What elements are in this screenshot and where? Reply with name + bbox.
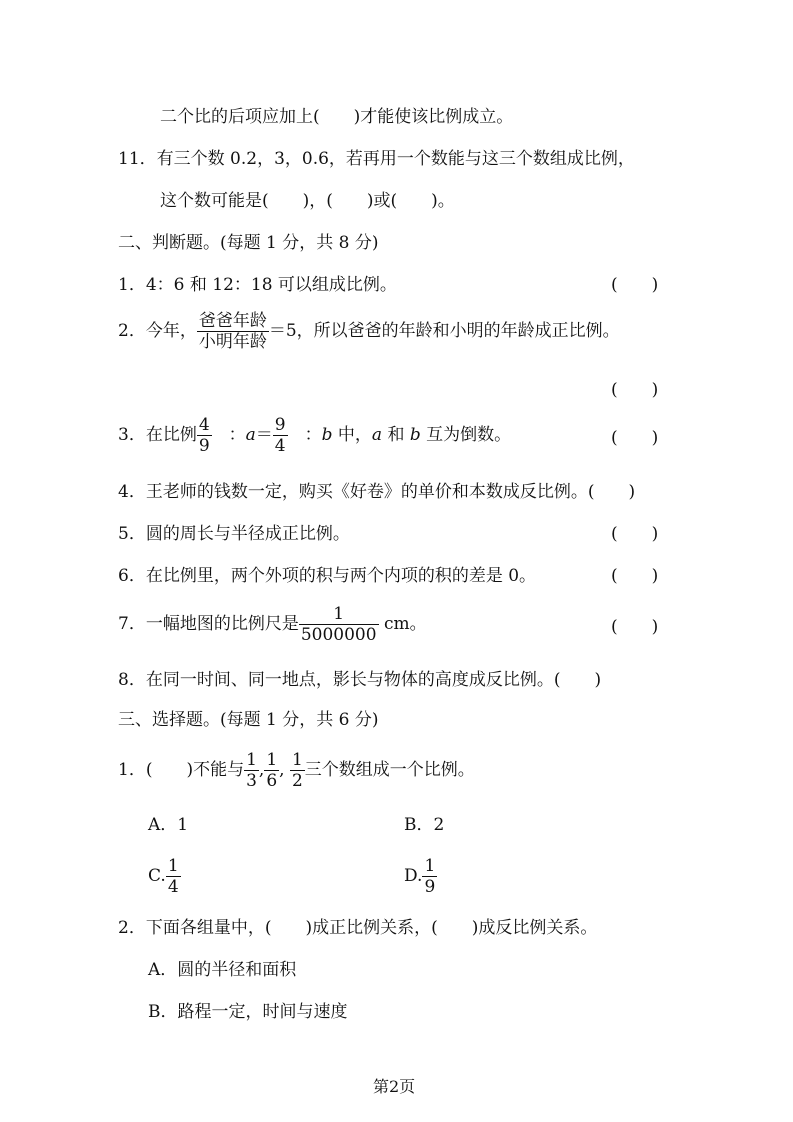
- judge-q3-and: 和: [382, 425, 410, 445]
- q11-line1: [118, 149, 635, 169]
- choice-q1-f3-num: 1: [291, 750, 303, 770]
- choice-q1-option-d: [404, 857, 437, 896]
- judge-q3-f2-den: 4: [274, 436, 286, 456]
- judge-q3-equals: ＝: [255, 425, 273, 445]
- judge-q7: [118, 605, 427, 644]
- judge-q3-var-b2: b: [409, 425, 421, 445]
- judge-q3-answer-blank: ( ): [611, 428, 659, 448]
- judge-q7-den: 5000000: [300, 625, 377, 645]
- option-d-num: 1: [424, 856, 436, 876]
- judge-q2-fraction: [197, 312, 269, 351]
- judge-q1: 1．4：6 和 12：18 可以组成比例。: [118, 275, 397, 295]
- judge-q3-post: 互为倒数。: [420, 425, 512, 445]
- choice-q1-f2-den: 6: [266, 771, 278, 791]
- judge-q2: [118, 312, 620, 351]
- judge-q3-var-a2: a: [371, 425, 383, 445]
- choice-q1-f1-den: 3: [246, 771, 257, 791]
- q11-line2: 这个数可能是( )，( )或( )。: [160, 191, 455, 211]
- section3-heading: 三、选择题。(每题 1 分，共 6 分): [118, 710, 379, 730]
- choice-q1-comma1: ,: [258, 760, 265, 780]
- judge-q2-numerator: 爸爸年龄: [198, 311, 267, 331]
- judge-q1-answer-blank: ( ): [611, 275, 659, 295]
- choice-q1-option-a: A．1: [148, 815, 189, 835]
- q11-text: 有三个数 0.2，3，0.6，若再用一个数能与这三个数组成比例，: [156, 149, 635, 169]
- judge-q3-f1-num: 4: [198, 415, 210, 435]
- choice-q1-fraction3: [290, 751, 305, 790]
- choice-q1-option-c: [148, 857, 181, 896]
- judge-q3-fraction2: [273, 416, 288, 455]
- option-c-label: C.: [148, 866, 166, 886]
- judge-q3-mid: 中，: [332, 425, 372, 445]
- q10-continuation: 二个比的后项应加上( )才能使该比例成立。: [160, 107, 514, 127]
- option-d-fraction: [422, 857, 437, 896]
- choice-q1: [118, 751, 475, 790]
- option-d-label: D.: [404, 866, 423, 886]
- judge-q7-answer-blank: ( ): [611, 617, 659, 637]
- judge-q2-denominator: 小明年龄: [198, 332, 267, 352]
- choice-q1-fraction1: [244, 751, 259, 790]
- judge-q3-var-a: a: [245, 425, 256, 445]
- judge-q5-answer-blank: ( ): [611, 524, 659, 544]
- judge-q4: 4．王老师的钱数一定，购买《好卷》的单价和本数成反比例。( ): [118, 482, 636, 502]
- q11-number: 11．: [118, 149, 157, 169]
- choice-q2-option-a: A．圆的半径和面积: [148, 960, 297, 980]
- choice-q2-option-b: B．路程一定，时间与速度: [148, 1002, 348, 1022]
- choice-q1-comma2: ,: [279, 760, 290, 780]
- judge-q3-pre: 3．在比例: [118, 425, 197, 445]
- choice-q1-f3-den: 2: [291, 771, 303, 791]
- judge-q3-f2-num: 9: [274, 415, 286, 435]
- judge-q5: 5．圆的周长与半径成正比例。: [118, 524, 350, 544]
- choice-q1-option-b: B．2: [404, 815, 445, 835]
- judge-q3-var-b: b: [321, 425, 333, 445]
- section2-heading: 二、判断题。(每题 1 分，共 8 分): [118, 233, 379, 253]
- option-d-den: 9: [424, 877, 436, 897]
- judge-q7-scale-fraction: [299, 605, 379, 644]
- choice-q1-f1-num: 1: [246, 750, 257, 770]
- choice-q1-pre: 1．( )不能与: [118, 760, 245, 780]
- choice-q1-fraction2: [264, 751, 279, 790]
- judge-q6-answer-blank: ( ): [611, 566, 659, 586]
- judge-q7-post: cm。: [378, 614, 427, 634]
- choice-q1-post: 三个数组成一个比例。: [304, 760, 475, 780]
- judge-q3: [118, 416, 511, 455]
- option-c-num: 1: [167, 856, 179, 876]
- judge-q2-post: ＝5，所以爸爸的年龄和小明的年龄成正比例。: [268, 321, 620, 341]
- judge-q3-colon2: ：: [287, 425, 322, 445]
- choice-q2: 2．下面各组量中，( )成正比例关系，( )成反比例关系。: [118, 918, 598, 938]
- judge-q6: 6．在比例里，两个外项的积与两个内项的积的差是 0。: [118, 566, 537, 586]
- judge-q3-colon1: ：: [211, 425, 246, 445]
- judge-q2-answer-blank: ( ): [611, 380, 659, 400]
- judge-q7-pre: 7．一幅地图的比例尺是: [118, 614, 299, 634]
- option-c-fraction: [166, 857, 181, 896]
- judge-q2-pre: 2．今年，: [118, 321, 197, 341]
- judge-q7-num: 1: [299, 605, 379, 625]
- option-c-den: 4: [167, 877, 179, 897]
- choice-q1-f2-num: 1: [266, 750, 278, 770]
- page-number: 第2页: [373, 1077, 416, 1096]
- judge-q3-fraction1: [197, 416, 212, 455]
- judge-q8: 8．在同一时间、同一地点，影长与物体的高度成反比例。( ): [118, 670, 602, 690]
- judge-q3-f1-den: 9: [198, 436, 210, 456]
